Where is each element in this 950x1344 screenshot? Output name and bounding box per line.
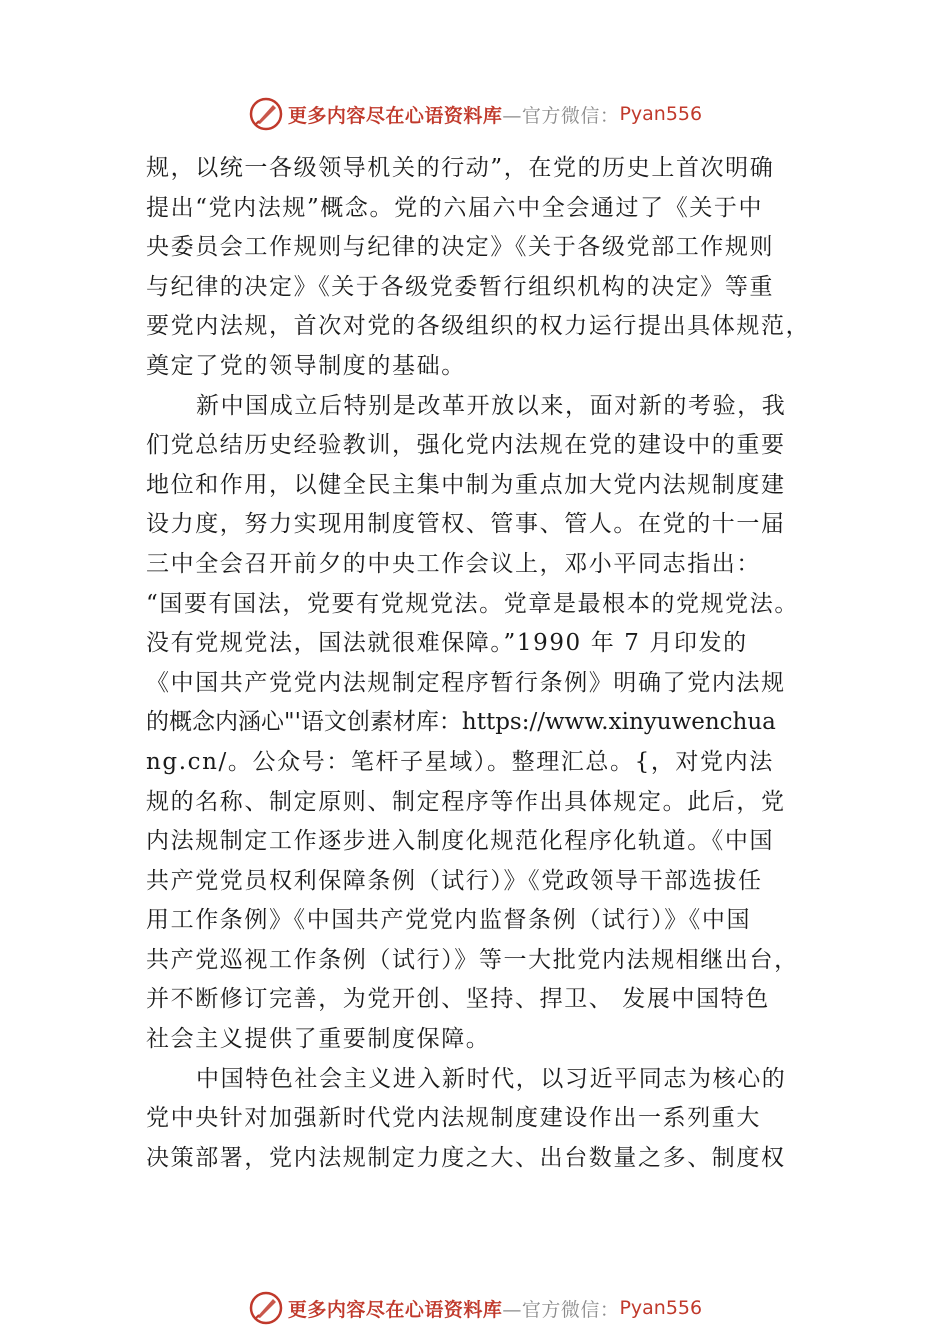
text-line: 地位和作用，以健全民主集中制为重点加大党内法规制度建 xyxy=(146,471,786,498)
text-line: 新中国成立后特别是改革开放以来，面对新的考验，我 xyxy=(196,392,787,419)
banner-wechat-id: Pyan556 xyxy=(619,1297,703,1319)
quill-logo-icon xyxy=(248,96,284,132)
text-line: 社会主义提供了重要制度保障。 xyxy=(146,1026,491,1053)
text-line: 共产党党员权利保障条例（试行）》《党政领导干部选拔任 xyxy=(146,867,763,894)
text-line: 规的名称、制定原则、制定程序等作出具体规定。此后，党 xyxy=(146,788,786,815)
text-line: 《中国共产党党内法规制定程序暂行条例》明确了党内法规 xyxy=(146,669,786,696)
text-line: 的概念内涵心"'语文创素材库：https://www.xinyuwenchua xyxy=(146,709,776,736)
text-line: 规，以统一各级领导机关的行动”，在党的历史上首次明确 xyxy=(146,155,775,181)
text-line: 提出“党内法规”概念。党的六届六中全会通过了《关于中 xyxy=(146,194,764,221)
text-line: “国要有国法，党要有党规党法。党章是最根本的党规党法。 xyxy=(146,590,799,617)
quill-logo-icon xyxy=(248,1290,284,1326)
text-line: ng.cn/。公众号：笔杆子星域）。整理汇总。{，对党内法 xyxy=(146,748,774,775)
text-line: 中国特色社会主义进入新时代，以习近平同志为核心的 xyxy=(196,1065,787,1092)
text-line: 央委员会工作规则与纪律的决定》《关于各级党部工作规则 xyxy=(146,234,775,261)
text-line: 奠定了党的领导制度的基础。 xyxy=(146,352,466,379)
banner-wechat-label: —官方微信： xyxy=(502,104,620,127)
document-body xyxy=(146,149,812,1178)
banner-brand-text: 更多内容尽在心语资料库 xyxy=(287,104,503,127)
text-line: 与纪律的决定》《关于各级党委暂行组织机构的决定》等重 xyxy=(146,273,775,300)
banner-wechat-id: Pyan556 xyxy=(619,103,703,125)
header-banner xyxy=(0,94,950,134)
text-line: 决策部署，党内法规制定力度之大、出台数量之多、制度权 xyxy=(146,1144,786,1171)
text-line: 三中全会召开前夕的中央工作会议上，邓小平同志指出： xyxy=(146,550,761,577)
text-line: 党中央针对加强新时代党内法规制度建设作出一系列重大 xyxy=(146,1105,761,1132)
text-line: 没有党规党法，国法就很难保障。”1990 年 7 月印发的 xyxy=(146,630,748,657)
banner-brand-text: 更多内容尽在心语资料库 xyxy=(287,1298,503,1321)
text-line: 用工作条例》《中国共产党党内监督条例（试行）》《中国 xyxy=(146,907,752,934)
text-line: 并不断修订完善，为党开创、坚持、捍卫、 发展中国特色 xyxy=(146,986,770,1013)
text-line: 共产党巡视工作条例（试行）》等一大批党内法规相继出台， xyxy=(146,946,799,973)
text-line: 们党总结历史经验教训，强化党内法规在党的建设中的重要 xyxy=(146,432,786,459)
text-line: 要党内法规，首次对党的各级组织的权力运行提出具体规范， xyxy=(146,313,811,340)
footer-banner xyxy=(0,1288,950,1328)
banner-wechat-label: —官方微信： xyxy=(502,1298,620,1321)
text-line: 内法规制定工作逐步进入制度化规范化程序化轨道。《中国 xyxy=(146,828,775,855)
text-line: 设力度，努力实现用制度管权、管事、管人。在党的十一届 xyxy=(146,511,786,538)
